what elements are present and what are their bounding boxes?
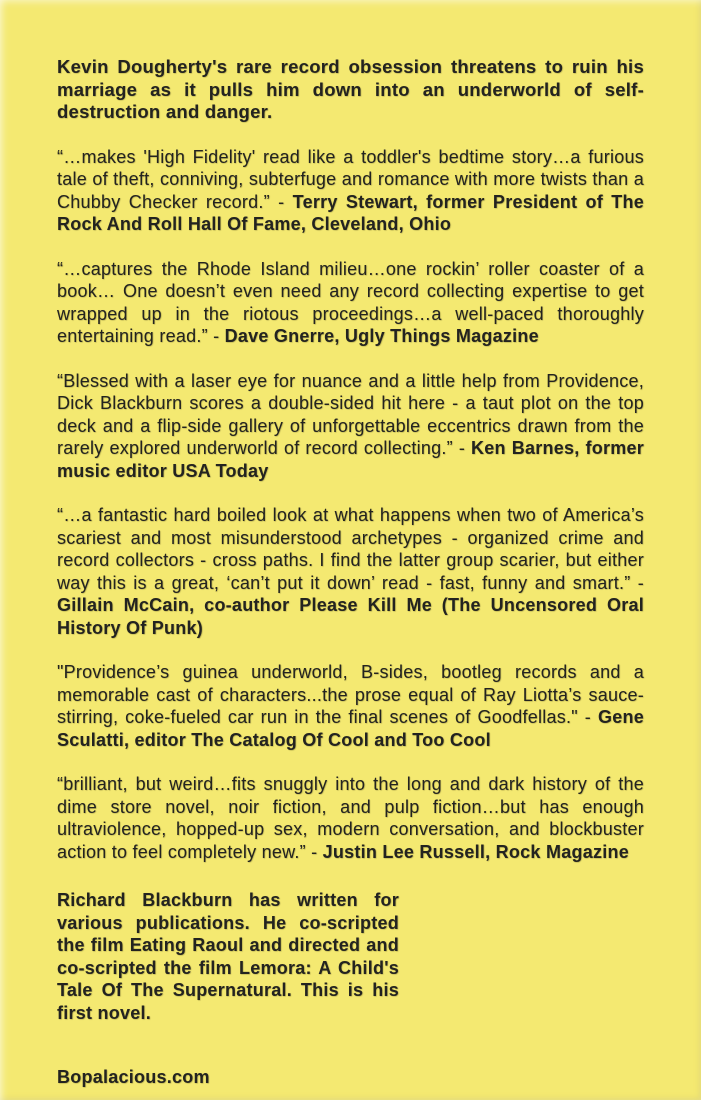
quote-text: “Blessed with a laser eye for nuance and a little help from Providence, Dick Blackburn scores a double-sided hit here - a taut plot on the top deck and a flip-side gallery of unforgettable eccentrics drawn from the rarely explored underworld of record collecting.” - <box>57 370 644 458</box>
quote-attribution: Terry Stewart, former President of The Rock And Roll Hall Of Fame, Cleveland, Ohio <box>57 191 644 234</box>
intro-blurb: Kevin Dougherty's rare record obsession threatens to ruin his marriage as it pulls him down into an underworld of self-destruction and danger. <box>57 56 644 122</box>
quote-text: “brilliant, but weird…fits snuggly into the long and dark history of the dime store novel, noir fiction, and pulp fiction…but has enough ultraviolence, hopped-up sex, modern conversation, and blockbuster action to feel completely new.” - <box>57 774 644 862</box>
review-quote-justin-lee-russell <box>57 773 644 863</box>
review-quote-ken-barnes <box>57 370 644 483</box>
quote-text: "Providence’s guinea underworld, B-sides, bootleg records and a memorable cast of characters...the prose equal of Ray Liotta’s sauce-stirring, coke-fueled car run in the final scenes of Goodfellas." - <box>57 662 644 727</box>
quote-attribution: Ken Barnes, former music editor USA Today <box>57 438 644 481</box>
quote-attribution: Gillain McCain, co-author Please Kill Me (The Uncensored Oral History Of Punk) <box>57 595 644 638</box>
author-bio: Richard Blackburn has written for various publications. He co-scripted the film Eating Raoul and directed and co-scripted the film Lemora: A Child's Tale Of The Supernatural. This is his first novel. <box>57 890 399 1023</box>
quote-text: “…captures the Rhode Island milieu…one rockin’ roller coaster of a book… One doesn’t even need any record collecting expertise to get wrapped up in the riotous proceedings…a well-paced thoroughly entertaining read.” - <box>57 258 644 346</box>
review-quote-gillain-mccain <box>57 504 644 639</box>
website-url: Bopalacious.com <box>57 1067 210 1087</box>
review-quote-dave-gnerre <box>57 258 644 348</box>
quote-text: “…a fantastic hard boiled look at what happens when two of America’s scariest and most misunderstood archetypes - organized crime and record collectors - cross paths. I find the latter group scarier, but either way this is a great, ‘can’t put it down’ read - fast, funny and smart.” - <box>57 505 644 593</box>
quote-attribution: Dave Gnerre, Ugly Things Magazine <box>224 326 539 346</box>
review-quote-gene-sculatti <box>57 661 644 751</box>
quote-text: “…makes 'High Fidelity' read like a toddler's bedtime story…a furious tale of theft, conniving, subterfuge and romance with more twists than a Chubby Checker record.” - <box>57 146 644 212</box>
review-quote-terry-stewart <box>57 146 644 236</box>
quote-attribution: Gene Sculatti, editor The Catalog Of Cool and Too Cool <box>57 707 644 750</box>
quote-attribution: Justin Lee Russell, Rock Magazine <box>322 841 629 862</box>
